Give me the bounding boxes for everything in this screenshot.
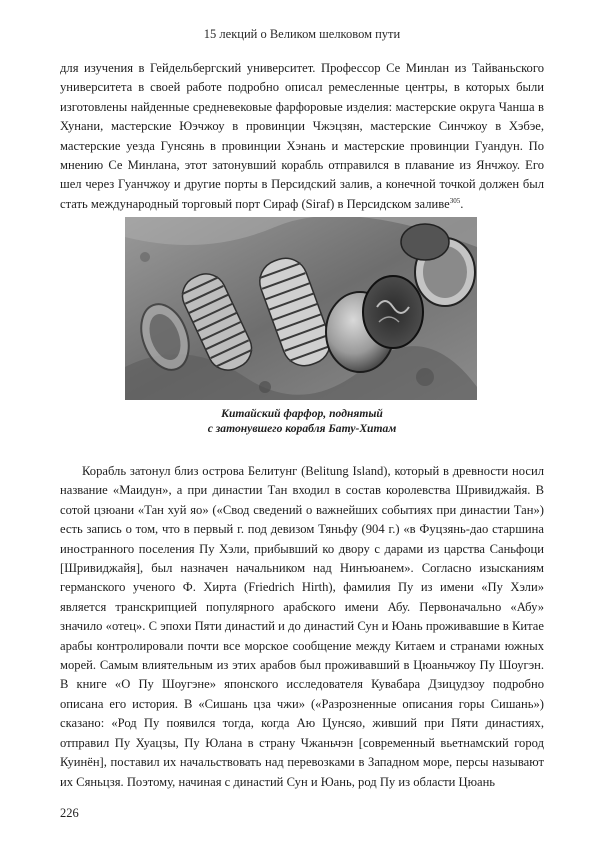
caption-line-1: Китайский фарфор, поднятый — [221, 407, 383, 420]
figure-caption — [60, 406, 544, 436]
photo-porcelain-on-seabed-icon — [125, 217, 477, 400]
caption-line-2: с затонувшего корабля Бату-Хитам — [207, 422, 397, 435]
paragraph-2-text: Корабль затонул близ острова Белитунг (Belitung Island), который в древности носил название «Маидун», а при династии Тан входил в состав королевства Шривиджайя. В сотой цзюани «Тан хуй яо» («Свод сведений о важнейших событиях при династии Тан») есть запись о том, что в первый г. под девизом Тяньфу (904 г.) «в Фуцзянь-дао старшина иностранного поселения Пу Хэли, прибывший ко двору с дарами из царства Саньфоци [Шривиджайя], был назначен начальником над Нинъюанем». Согласно изысканиям германского ученого Ф. Хирта (Friedrich Hirth), фамилия Пу из имени «Пу Хэли» является транскрипцией популярного арабского имени Абу. Первоначально «Абу» значило «отец». С эпохи Пяти династий и до династий Сун и Юань проживавшие в Китае арабы контролировали почти все морское сообщение между Китаем и странами южных морей. Самым влиятельным из этих арабов был проживавший в Цюаньчжоу Пу Шоугэн. В книге «О Пу Шоугэне» японского исследователя Кувабара Дзицудзоу подробно описана его история. В «Сишань цза чжи» («Разрозненные описания горы Сишань») сказано: «Род Пу появился тогда, когда Аю Цунсяо, живший при Пяти династиях, отправил Пу Хуацзы, Пу Юлана в страну Чжаньчэн [современный вьетнамский город Куинён], поставил их начальствовать над перевозками в Западном море, персы называют их Сяньцзя. Поэтому, начиная с династий Сун и Юань, род Пу из области Цюань — [60, 464, 544, 789]
paragraph-2 — [60, 462, 544, 792]
running-head: 15 лекций о Великом шелковом пути — [203, 27, 401, 41]
paragraph-1-text: для изучения в Гейдельбергский университет. Профессор Се Минлан из Тайваньского университета в своей работе подробно описал ремесленные центры, в которых были изготовлены найденные средневековые фарфоровые изделия: мастерские округа Чанша в Хунани, мастерские Юэчжоу в провинции Чжэцзян, мастерские Синчжоу в Хэбэе, мастерские уезда Гунсянь в провинции Хэнань и мастерские провинции Гуандун. По мнению Се Минлана, этот затонувший корабль отправился в плавание из Янчжоу. Его шел через Гуанчжоу и другие порты в Персидский залив, а конечной точкой должен был стать международный торговый порт Сираф (Siraf) в Персидском заливе — [60, 61, 544, 211]
footnote-reference[interactable]: 305 — [449, 196, 461, 205]
page-number: 226 — [60, 806, 79, 820]
porcelain-photo — [125, 217, 477, 400]
paragraph-1: для изучения в Гейдельбергский университет. Профессор Се Минлан из Тайваньского университета в своей работе подробно описал ремесленные центры, в которых были изготовлены найденные средневековые фарфоровые изделия: мастерские округа Чанша в Хунани, мастерские Юэчжоу в провинции Чжэцзян, мастерские Синчжоу в Хэбэе, мастерские уезда Гунсянь в провинции Хэнань и мастерские провинции Гуандун. По мнению Се Минлана, этот затонувший корабль отправился в плавание из Янчжоу. Его шел через Гуанчжоу и другие порты в Персидский залив, а конечной точкой должен был стать международный торговый порт Сираф (Siraf) в Персидском заливе$^{305}$. — [60, 61, 544, 211]
